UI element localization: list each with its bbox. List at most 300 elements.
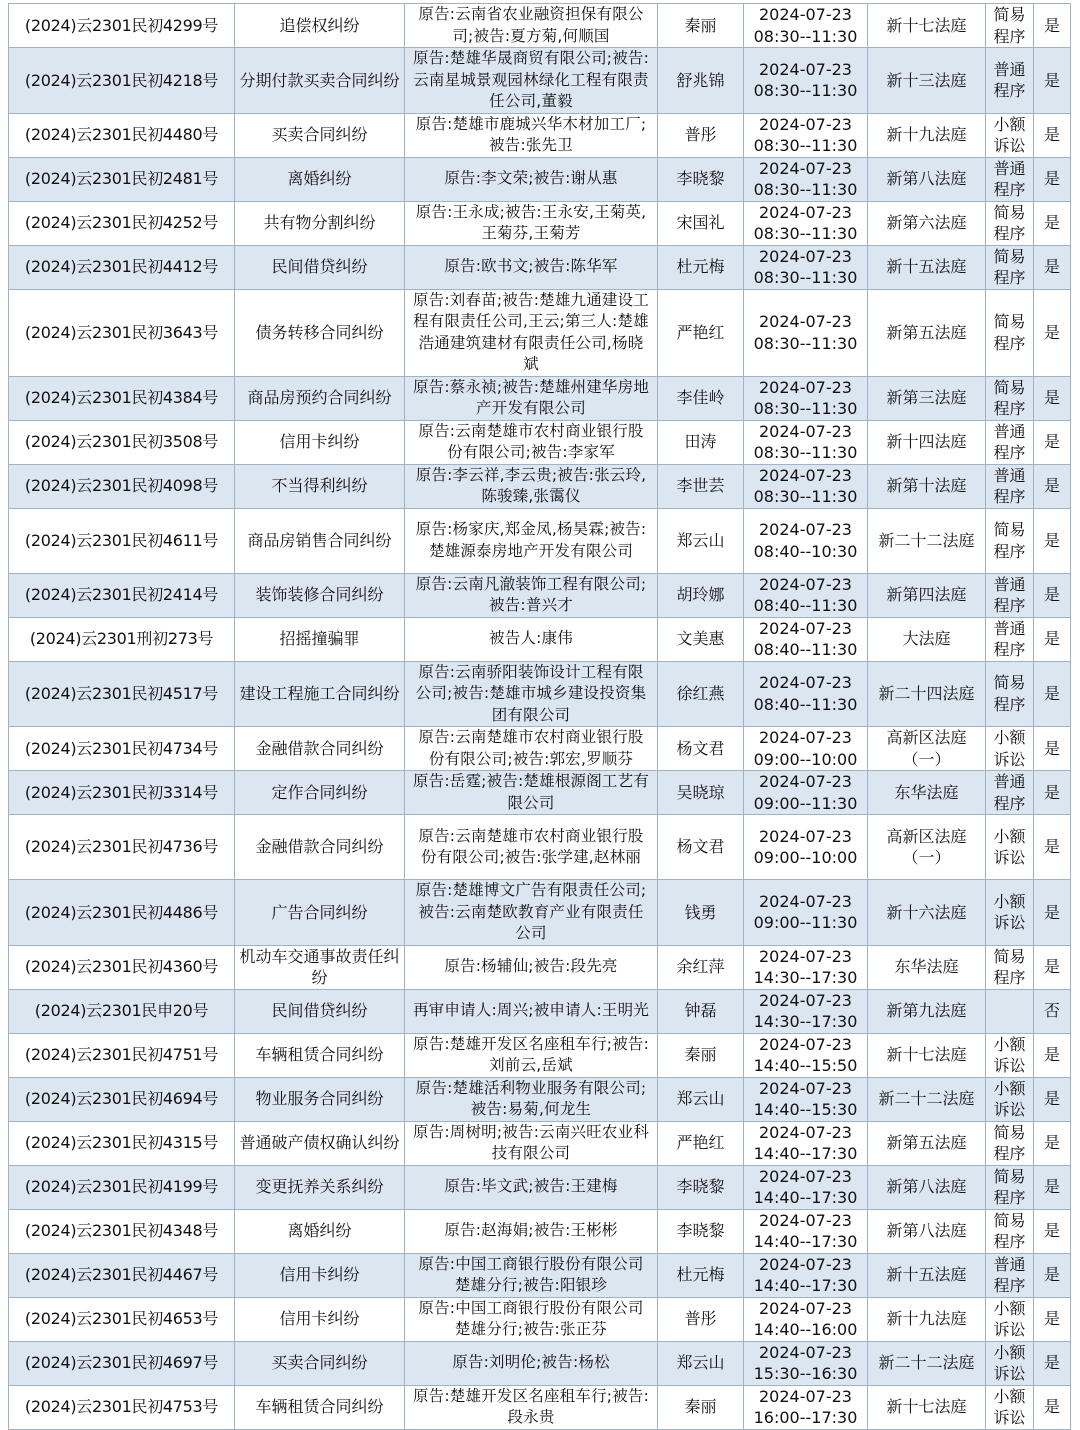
- judge-cell: 李晓黎: [658, 157, 744, 201]
- courtroom-cell: 新二十二法庭: [868, 1077, 986, 1121]
- parties-cell: 原告:岳霆;被告:楚雄根源阁工艺有限公司: [405, 771, 658, 815]
- cause-cell: 不当得利纠纷: [235, 464, 405, 508]
- hearing-date: 2024-07-23: [759, 202, 852, 222]
- parties-cell: 被告人:康伟: [405, 617, 658, 661]
- hearing-time: 14:40--17:30: [753, 1232, 858, 1251]
- cause-cell: 建设工程施工合同纠纷: [235, 661, 405, 727]
- public-hearing-cell: 是: [1034, 573, 1071, 617]
- courtroom-cell: 大法庭: [868, 617, 986, 661]
- parties-cell: 原告:楚雄华晟商贸有限公司;被告:云南星城景观园林绿化工程有限责任公司,董毅: [405, 48, 658, 114]
- case-number-cell: (2024)云2301民初4218号: [9, 48, 235, 114]
- judge-cell: 秦丽: [658, 1385, 744, 1429]
- procedure-cell: 简易程序: [986, 289, 1034, 376]
- public-hearing-cell: 是: [1034, 157, 1071, 201]
- procedure-cell: 简易程序: [986, 376, 1034, 420]
- hearing-time: 08:30--11:30: [753, 487, 858, 506]
- procedure-cell: 普通程序: [986, 420, 1034, 464]
- table-row: [9, 945, 1071, 989]
- hearing-time: 08:30--11:30: [753, 333, 858, 353]
- table-row: [9, 1165, 1071, 1209]
- hearing-date: 2024-07-23: [759, 772, 852, 791]
- hearing-time: 14:40--16:00: [753, 1320, 858, 1339]
- datetime-cell: [744, 661, 868, 727]
- table-row: [9, 1121, 1071, 1165]
- parties-cell: 原告:云南骄阳装饰设计工程有限公司;被告:楚雄市城乡建设投资集团有限公司: [405, 661, 658, 727]
- public-hearing-cell: 是: [1034, 508, 1071, 573]
- hearing-time: 09:00--10:00: [753, 749, 858, 769]
- hearing-date: 2024-07-23: [759, 59, 852, 79]
- public-hearing-cell: 是: [1034, 1341, 1071, 1385]
- datetime-cell: [744, 771, 868, 815]
- table-row: [9, 1341, 1071, 1385]
- courtroom-cell: 新第六法庭: [868, 201, 986, 245]
- courtroom-cell: 新十九法庭: [868, 1297, 986, 1341]
- courtroom-cell: 新二十二法庭: [868, 508, 986, 573]
- case-number-cell: (2024)云2301民初4480号: [9, 113, 235, 157]
- case-number-cell: (2024)云2301民初4299号: [9, 4, 235, 48]
- procedure-cell: 小额诉讼: [986, 880, 1034, 946]
- procedure-cell: 简易程序: [986, 945, 1034, 989]
- cause-cell: 机动车交通事故责任纠纷: [235, 945, 405, 989]
- case-number-cell: (2024)云2301民初4734号: [9, 727, 235, 771]
- courtroom-cell: 新二十二法庭: [868, 1341, 986, 1385]
- table-row: [9, 113, 1071, 157]
- judge-cell: 文美惠: [658, 617, 744, 661]
- parties-cell: 原告:李云祥,李云贵;被告:张云玲,陈骏臻,张霭仪: [405, 464, 658, 508]
- public-hearing-cell: 是: [1034, 1385, 1071, 1429]
- courtroom-cell: 新第五法庭: [868, 1121, 986, 1165]
- table-row: [9, 1385, 1071, 1429]
- public-hearing-cell: 是: [1034, 245, 1071, 289]
- procedure-cell: 普通程序: [986, 573, 1034, 617]
- procedure-cell: 小额诉讼: [986, 1341, 1034, 1385]
- table-row: [9, 815, 1071, 880]
- datetime-cell: [744, 945, 868, 989]
- hearing-date: 2024-07-23: [759, 158, 852, 178]
- public-hearing-cell: 是: [1034, 201, 1071, 245]
- datetime-cell: [744, 727, 868, 771]
- case-number-cell: (2024)云2301民初4653号: [9, 1297, 235, 1341]
- procedure-cell: 简易程序: [986, 1165, 1034, 1209]
- case-number-cell: (2024)云2301民初4384号: [9, 376, 235, 420]
- hearing-time: 14:40--17:30: [753, 1144, 858, 1163]
- procedure-cell: 普通程序: [986, 771, 1034, 815]
- table-row: [9, 48, 1071, 114]
- datetime-cell: [744, 4, 868, 48]
- judge-cell: 杨文君: [658, 815, 744, 880]
- datetime-cell: [744, 1033, 868, 1077]
- courtroom-cell: 东华法庭: [868, 771, 986, 815]
- parties-cell: 原告:毕文武;被告:王建梅: [405, 1165, 658, 1209]
- courtroom-cell: 新第十法庭: [868, 464, 986, 508]
- procedure-cell: 普通程序: [986, 157, 1034, 201]
- datetime-cell: [744, 617, 868, 661]
- datetime-cell: [744, 376, 868, 420]
- hearing-date: 2024-07-23: [759, 891, 852, 911]
- parties-cell: 原告:杨家庆,郑金凤,杨昊霖;被告:楚雄源泰房地产开发有限公司: [405, 508, 658, 573]
- hearing-time: 14:40--17:30: [753, 1188, 858, 1207]
- cause-cell: 商品房预约合同纠纷: [235, 376, 405, 420]
- cause-cell: 追偿权纠纷: [235, 4, 405, 48]
- table-row: [9, 4, 1071, 48]
- case-number-cell: (2024)云2301民初4412号: [9, 245, 235, 289]
- public-hearing-cell: 是: [1034, 815, 1071, 880]
- public-hearing-cell: 是: [1034, 464, 1071, 508]
- parties-cell: 原告:云南凡澈装饰工程有限公司;被告:普兴才: [405, 573, 658, 617]
- procedure-cell: 小额诉讼: [986, 1297, 1034, 1341]
- procedure-cell: 简易程序: [986, 245, 1034, 289]
- datetime-cell: [744, 157, 868, 201]
- cause-cell: 金融借款合同纠纷: [235, 815, 405, 880]
- table-row: [9, 289, 1071, 376]
- hearing-date: 2024-07-23: [759, 618, 852, 638]
- cause-cell: 变更抚养关系纠纷: [235, 1165, 405, 1209]
- table-row: [9, 727, 1071, 771]
- datetime-cell: [744, 1165, 868, 1209]
- hearing-date: 2024-07-23: [759, 312, 852, 331]
- datetime-cell: [744, 1209, 868, 1253]
- table-row: [9, 1297, 1071, 1341]
- courtroom-cell: 新十四法庭: [868, 420, 986, 464]
- public-hearing-cell: 是: [1034, 617, 1071, 661]
- hearing-date: 2024-07-23: [759, 673, 852, 693]
- courtroom-cell: 新第八法庭: [868, 1165, 986, 1209]
- courtroom-cell: 新十五法庭: [868, 1253, 986, 1297]
- procedure-cell: 小额诉讼: [986, 1385, 1034, 1429]
- hearing-time: 09:00--10:00: [753, 848, 858, 867]
- cause-cell: 离婚纠纷: [235, 157, 405, 201]
- courtroom-cell: 新十七法庭: [868, 1385, 986, 1429]
- public-hearing-cell: 是: [1034, 945, 1071, 989]
- case-number-cell: (2024)云2301民初4751号: [9, 1033, 235, 1077]
- public-hearing-cell: 是: [1034, 1209, 1071, 1253]
- case-number-cell: (2024)云2301民初4694号: [9, 1077, 235, 1121]
- cause-cell: 定作合同纠纷: [235, 771, 405, 815]
- hearing-schedule-table: [8, 3, 1071, 1430]
- datetime-cell: [744, 420, 868, 464]
- judge-cell: 田涛: [658, 420, 744, 464]
- case-number-cell: (2024)云2301民初4486号: [9, 880, 235, 946]
- hearing-time: 08:30--11:30: [753, 81, 858, 101]
- datetime-cell: [744, 113, 868, 157]
- parties-cell: 原告:楚雄博文广告有限责任公司;被告:云南楚欧教育产业有限责任公司: [405, 880, 658, 946]
- case-number-cell: (2024)云2301民申20号: [9, 989, 235, 1033]
- datetime-cell: [744, 1385, 868, 1429]
- judge-cell: 杜元梅: [658, 1253, 744, 1297]
- cause-cell: 民间借贷纠纷: [235, 989, 405, 1033]
- parties-cell: 原告:王永成;被告:王永安,王菊英,王菊芬,王菊芳: [405, 201, 658, 245]
- case-number-cell: (2024)云2301民初4315号: [9, 1121, 235, 1165]
- public-hearing-cell: 是: [1034, 1033, 1071, 1077]
- public-hearing-cell: 否: [1034, 989, 1071, 1033]
- judge-cell: 吴晓琼: [658, 771, 744, 815]
- parties-cell: 原告:中国工商银行股份有限公司楚雄分行;被告:张正芬: [405, 1297, 658, 1341]
- parties-cell: 原告:云南楚雄市农村商业银行股份有限公司;被告:郭宏,罗顺芬: [405, 727, 658, 771]
- parties-cell: 原告:周树明;被告:云南兴旺农业科技有限公司: [405, 1121, 658, 1165]
- cause-cell: 广告合同纠纷: [235, 880, 405, 946]
- judge-cell: 秦丽: [658, 1033, 744, 1077]
- parties-cell: 原告:李文荣;被告:谢从惠: [405, 157, 658, 201]
- procedure-cell: 普通程序: [986, 617, 1034, 661]
- judge-cell: 李世芸: [658, 464, 744, 508]
- cause-cell: 信用卡纠纷: [235, 1253, 405, 1297]
- cause-cell: 金融借款合同纠纷: [235, 727, 405, 771]
- table-row: [9, 989, 1071, 1033]
- cause-cell: 买卖合同纠纷: [235, 1341, 405, 1385]
- cause-cell: 分期付款买卖合同纠纷: [235, 48, 405, 114]
- table-row: [9, 1033, 1071, 1077]
- case-number-cell: (2024)云2301民初4697号: [9, 1341, 235, 1385]
- datetime-cell: [744, 464, 868, 508]
- datetime-cell: [744, 1077, 868, 1121]
- cause-cell: 离婚纠纷: [235, 1209, 405, 1253]
- hearing-time: 08:40--11:30: [753, 640, 858, 659]
- judge-cell: 李佳岭: [658, 376, 744, 420]
- hearing-time: 14:30--17:30: [753, 968, 858, 987]
- table-row: [9, 1253, 1071, 1297]
- courtroom-cell: 高新区法庭（一）: [868, 727, 986, 771]
- hearing-date: 2024-07-23: [759, 246, 852, 266]
- judge-cell: 普彤: [658, 1297, 744, 1341]
- datetime-cell: [744, 1297, 868, 1341]
- table-row: [9, 464, 1071, 508]
- table-row: [9, 1077, 1071, 1121]
- public-hearing-cell: 是: [1034, 1121, 1071, 1165]
- hearing-date: 2024-07-23: [759, 1386, 852, 1406]
- case-number-cell: (2024)云2301民初3508号: [9, 420, 235, 464]
- public-hearing-cell: 是: [1034, 1165, 1071, 1209]
- judge-cell: 杨文君: [658, 727, 744, 771]
- datetime-cell: [744, 1121, 868, 1165]
- table-row: [9, 1209, 1071, 1253]
- cause-cell: 民间借贷纠纷: [235, 245, 405, 289]
- hearing-date: 2024-07-23: [759, 114, 852, 134]
- case-number-cell: (2024)云2301民初4098号: [9, 464, 235, 508]
- procedure-cell: 普通程序: [986, 48, 1034, 114]
- cause-cell: 商品房销售合同纠纷: [235, 508, 405, 573]
- case-number-cell: (2024)云2301民初4517号: [9, 661, 235, 727]
- courtroom-cell: 新第五法庭: [868, 289, 986, 376]
- courtroom-cell: 新十六法庭: [868, 880, 986, 946]
- judge-cell: 严艳红: [658, 1121, 744, 1165]
- table-row: [9, 245, 1071, 289]
- judge-cell: 钟磊: [658, 989, 744, 1033]
- procedure-cell: 简易程序: [986, 661, 1034, 727]
- hearing-date: 2024-07-23: [759, 465, 852, 485]
- procedure-cell: 小额诉讼: [986, 727, 1034, 771]
- parties-cell: 原告:楚雄开发区名座租车行;被告:刘前云,岳斌: [405, 1033, 658, 1077]
- case-number-cell: (2024)云2301民初4736号: [9, 815, 235, 880]
- table-body: [9, 4, 1071, 1430]
- case-number-cell: (2024)云2301民初4199号: [9, 1165, 235, 1209]
- hearing-date: 2024-07-23: [759, 574, 852, 594]
- case-number-cell: (2024)云2301民初2481号: [9, 157, 235, 201]
- hearing-time: 08:30--11:30: [753, 136, 858, 155]
- table-row: [9, 508, 1071, 573]
- hearing-time: 09:00--11:30: [753, 913, 858, 933]
- datetime-cell: [744, 245, 868, 289]
- cause-cell: 债务转移合同纠纷: [235, 289, 405, 376]
- public-hearing-cell: 是: [1034, 1297, 1071, 1341]
- hearing-time: 08:30--11:30: [753, 180, 858, 199]
- public-hearing-cell: 是: [1034, 376, 1071, 420]
- table-row: [9, 420, 1071, 464]
- hearing-time: 08:40--10:30: [753, 541, 858, 561]
- judge-cell: 宋国礼: [658, 201, 744, 245]
- case-number-cell: (2024)云2301民初2414号: [9, 573, 235, 617]
- hearing-date: 2024-07-23: [759, 520, 852, 539]
- datetime-cell: [744, 1341, 868, 1385]
- parties-cell: 原告:云南省农业融资担保有限公司;被告:夏方菊,何顺国: [405, 4, 658, 48]
- public-hearing-cell: 是: [1034, 661, 1071, 727]
- parties-cell: 原告:楚雄活利物业服务有限公司;被告:易菊,何龙生: [405, 1077, 658, 1121]
- hearing-date: 2024-07-23: [759, 5, 852, 24]
- parties-cell: 原告:楚雄市鹿城兴华木材加工厂;被告:张先卫: [405, 113, 658, 157]
- courtroom-cell: 新第九法庭: [868, 989, 986, 1033]
- courtroom-cell: 新二十四法庭: [868, 661, 986, 727]
- case-number-cell: (2024)云2301民初4348号: [9, 1209, 235, 1253]
- judge-cell: 郑云山: [658, 508, 744, 573]
- datetime-cell: [744, 880, 868, 946]
- procedure-cell: 简易程序: [986, 201, 1034, 245]
- procedure-cell: [986, 989, 1034, 1033]
- datetime-cell: [744, 989, 868, 1033]
- public-hearing-cell: 是: [1034, 4, 1071, 48]
- datetime-cell: [744, 201, 868, 245]
- hearing-date: 2024-07-23: [759, 1166, 852, 1186]
- hearing-time: 14:40--15:50: [753, 1056, 858, 1075]
- procedure-cell: 简易程序: [986, 1121, 1034, 1165]
- procedure-cell: 普通程序: [986, 1253, 1034, 1297]
- public-hearing-cell: 是: [1034, 880, 1071, 946]
- hearing-time: 14:40--17:30: [753, 1276, 858, 1295]
- cause-cell: 普通破产债权确认纠纷: [235, 1121, 405, 1165]
- datetime-cell: [744, 508, 868, 573]
- case-number-cell: (2024)云2301民初4252号: [9, 201, 235, 245]
- cause-cell: 买卖合同纠纷: [235, 113, 405, 157]
- courtroom-cell: 新十三法庭: [868, 48, 986, 114]
- judge-cell: 秦丽: [658, 4, 744, 48]
- judge-cell: 郑云山: [658, 1341, 744, 1385]
- parties-cell: 原告:楚雄开发区名座租车行;被告:段永贵: [405, 1385, 658, 1429]
- table-row: [9, 880, 1071, 946]
- procedure-cell: 简易程序: [986, 1209, 1034, 1253]
- hearing-date: 2024-07-23: [759, 728, 852, 747]
- courtroom-cell: 新第八法庭: [868, 1209, 986, 1253]
- courtroom-cell: 新第三法庭: [868, 376, 986, 420]
- hearing-time: 08:30--11:30: [753, 224, 858, 243]
- parties-cell: 原告:杨辅仙;被告:段先亮: [405, 945, 658, 989]
- table-row: [9, 157, 1071, 201]
- datetime-cell: [744, 1253, 868, 1297]
- hearing-time: 08:40--11:30: [753, 596, 858, 615]
- parties-cell: 原告:云南楚雄市农村商业银行股份有限公司;被告:李家军: [405, 420, 658, 464]
- hearing-date: 2024-07-23: [759, 1210, 852, 1230]
- table-row: [9, 573, 1071, 617]
- hearing-date: 2024-07-23: [759, 1122, 852, 1142]
- judge-cell: 严艳红: [658, 289, 744, 376]
- cause-cell: 信用卡纠纷: [235, 420, 405, 464]
- hearing-date: 2024-07-23: [759, 1254, 852, 1274]
- case-number-cell: (2024)云2301民初4360号: [9, 945, 235, 989]
- courtroom-cell: 新十七法庭: [868, 1033, 986, 1077]
- hearing-date: 2024-07-23: [759, 826, 852, 846]
- datetime-cell: [744, 573, 868, 617]
- judge-cell: 普彤: [658, 113, 744, 157]
- judge-cell: 余红萍: [658, 945, 744, 989]
- public-hearing-cell: 是: [1034, 113, 1071, 157]
- parties-cell: 再审申请人:周兴;被申请人:王明光: [405, 989, 658, 1033]
- case-number-cell: (2024)云2301民初4753号: [9, 1385, 235, 1429]
- hearing-time: 08:30--11:30: [753, 443, 858, 462]
- cause-cell: 车辆租赁合同纠纷: [235, 1033, 405, 1077]
- judge-cell: 李晓黎: [658, 1209, 744, 1253]
- judge-cell: 胡玲娜: [658, 573, 744, 617]
- courtroom-cell: 东华法庭: [868, 945, 986, 989]
- procedure-cell: 小额诉讼: [986, 1077, 1034, 1121]
- public-hearing-cell: 是: [1034, 48, 1071, 114]
- hearing-date: 2024-07-23: [759, 946, 852, 966]
- procedure-cell: 简易程序: [986, 4, 1034, 48]
- parties-cell: 原告:云南楚雄市农村商业银行股份有限公司;被告:张学建,赵林丽: [405, 815, 658, 880]
- courtroom-cell: 新十九法庭: [868, 113, 986, 157]
- hearing-date: 2024-07-23: [759, 421, 852, 441]
- courtroom-cell: 新第四法庭: [868, 573, 986, 617]
- judge-cell: 李晓黎: [658, 1165, 744, 1209]
- hearing-time: 08:30--11:30: [753, 26, 858, 46]
- parties-cell: 原告:刘明伦;被告:杨松: [405, 1341, 658, 1385]
- courtroom-cell: 新十五法庭: [868, 245, 986, 289]
- courtroom-cell: 新十七法庭: [868, 4, 986, 48]
- case-number-cell: (2024)云2301民初4611号: [9, 508, 235, 573]
- parties-cell: 原告:欧书文;被告:陈华军: [405, 245, 658, 289]
- cause-cell: 信用卡纠纷: [235, 1297, 405, 1341]
- datetime-cell: [744, 289, 868, 376]
- parties-cell: 原告:中国工商银行股份有限公司楚雄分行;被告:阳银珍: [405, 1253, 658, 1297]
- public-hearing-cell: 是: [1034, 289, 1071, 376]
- procedure-cell: 普通程序: [986, 464, 1034, 508]
- procedure-cell: 小额诉讼: [986, 1033, 1034, 1077]
- table-row: [9, 201, 1071, 245]
- hearing-time: 15:30--16:30: [753, 1364, 858, 1383]
- judge-cell: 徐红燕: [658, 661, 744, 727]
- public-hearing-cell: 是: [1034, 771, 1071, 815]
- procedure-cell: 小额诉讼: [986, 113, 1034, 157]
- datetime-cell: [744, 815, 868, 880]
- cause-cell: 车辆租赁合同纠纷: [235, 1385, 405, 1429]
- parties-cell: 原告:蔡永祯;被告:楚雄州建华房地产开发有限公司: [405, 376, 658, 420]
- public-hearing-cell: 是: [1034, 727, 1071, 771]
- parties-cell: 原告:刘春苗;被告:楚雄九通建设工程有限责任公司,王云;第三人:楚雄浩通建筑建材有限责任公司,杨晓斌: [405, 289, 658, 376]
- cause-cell: 共有物分割纠纷: [235, 201, 405, 245]
- table-row: [9, 771, 1071, 815]
- case-number-cell: (2024)云2301民初3314号: [9, 771, 235, 815]
- hearing-date: 2024-07-23: [759, 1298, 852, 1318]
- hearing-date: 2024-07-23: [759, 990, 852, 1010]
- case-number-cell: (2024)云2301民初3643号: [9, 289, 235, 376]
- procedure-cell: 简易程序: [986, 508, 1034, 573]
- hearing-time: 14:40--15:30: [753, 1100, 858, 1119]
- case-number-cell: (2024)云2301民初4467号: [9, 1253, 235, 1297]
- table-row: [9, 376, 1071, 420]
- courtroom-cell: 新第八法庭: [868, 157, 986, 201]
- cause-cell: 招摇撞骗罪: [235, 617, 405, 661]
- table-row: [9, 617, 1071, 661]
- courtroom-cell: 高新区法庭（一）: [868, 815, 986, 880]
- datetime-cell: [744, 48, 868, 114]
- judge-cell: 郑云山: [658, 1077, 744, 1121]
- hearing-date: 2024-07-23: [759, 377, 852, 397]
